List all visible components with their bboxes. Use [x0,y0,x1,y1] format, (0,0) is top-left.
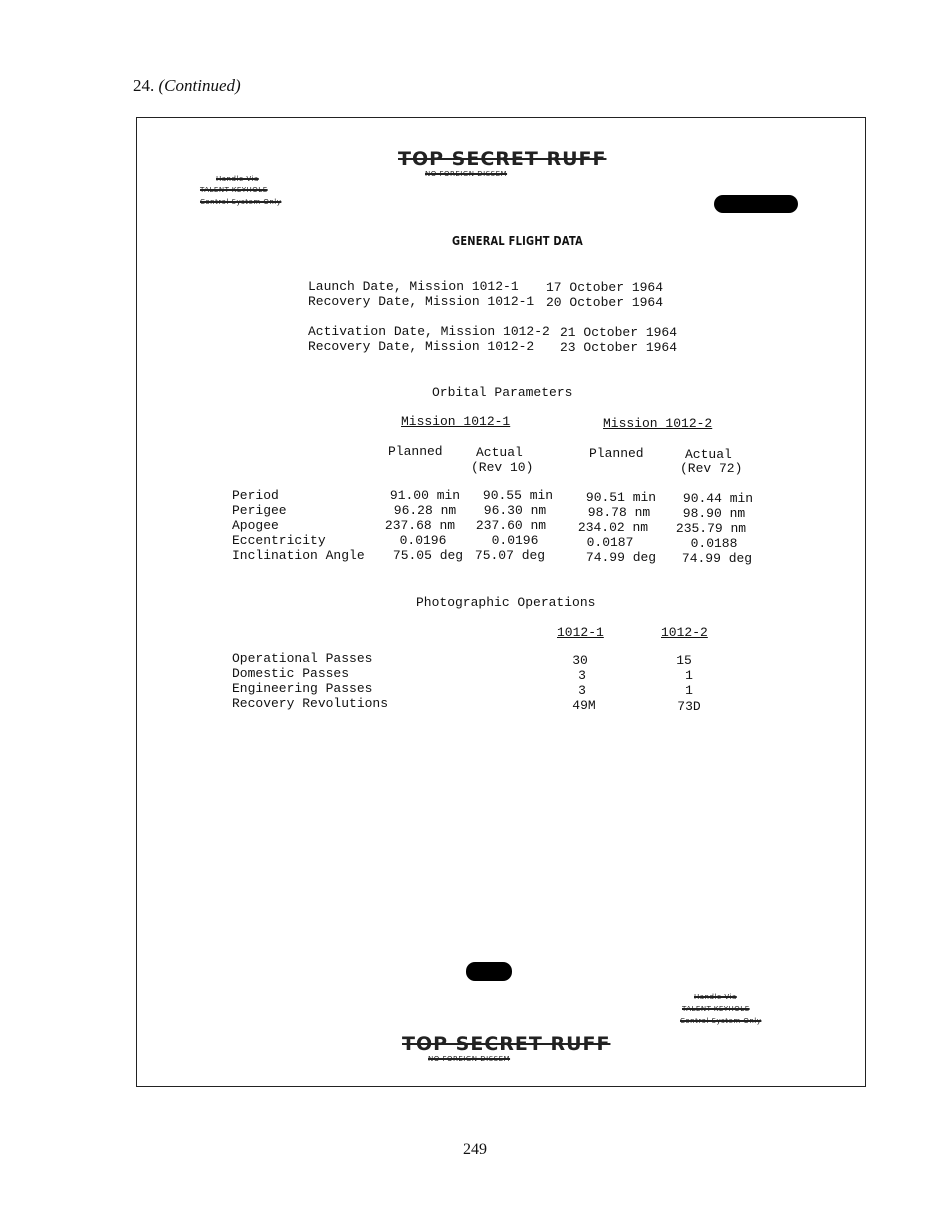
mission-1-header: Mission 1012-1 [401,414,511,429]
orbital-cell: 0.0188 [690,536,738,551]
document-title: GENERAL FLIGHT DATA [452,234,584,248]
photo-row-label: Recovery Revolutions [232,696,389,711]
orbital-cell: 98.90 nm [682,506,746,521]
orbital-cell: 90.51 min [585,490,657,505]
orbital-cell: 91.00 min [389,488,461,503]
photo-cell: 73D [677,699,701,714]
photo-cell: 1 [685,668,693,683]
orbital-cell: 75.05 deg [392,548,464,563]
date-label-4: Recovery Date, Mission 1012-2 [308,339,535,354]
date-value-4: 23 October 1964 [560,340,678,355]
photo-cell: 15 [676,653,692,668]
mission-2-header: Mission 1012-2 [603,416,713,431]
classification-top: TOP SECRET RUFF [398,148,607,170]
date-value-1: 17 October 1964 [546,280,664,295]
classification-top-sub: NO FOREIGN DISSEM [425,170,508,178]
col-subhead-rev-1: (Rev 10) [471,460,534,475]
orbital-cell: 75.07 deg [474,548,546,563]
orbital-cell: 90.44 min [682,491,754,506]
control-line-3: Control System Only [680,1017,762,1025]
section-continued-label: (Continued) [158,76,241,95]
redaction-mark [714,195,798,213]
control-line-2: TALENT-KEYHOLE [682,1005,750,1013]
control-line-1: Handle Via [694,993,737,1001]
orbital-row-label: Inclination Angle [232,548,365,563]
orbital-cell: 237.60 nm [475,518,547,533]
date-value-3: 21 October 1964 [560,325,678,340]
photo-row-label: Operational Passes [232,651,373,666]
orbital-cell: 96.30 nm [483,503,547,518]
classification-bottom-sub: NO FOREIGN DISSEM [428,1055,511,1063]
photo-cell: 49M [572,698,596,713]
photo-cell: 30 [572,653,588,668]
date-label-3: Activation Date, Mission 1012-2 [308,324,550,339]
orbital-cell: 98.78 nm [587,505,651,520]
orbital-cell: 0.0196 [491,533,539,548]
photo-col-1012-2: 1012-2 [661,625,708,640]
orbital-row-label: Period [232,488,279,503]
col-head-actual-2: Actual [685,447,732,462]
orbital-cell: 237.68 nm [384,518,456,533]
photo-heading: Photographic Operations [416,595,596,610]
control-line-1: Handle Via [216,175,259,183]
date-label-2: Recovery Date, Mission 1012-1 [308,294,535,309]
photo-cell: 3 [578,668,586,683]
col-head-planned-2: Planned [589,446,644,461]
orbital-cell: 96.28 nm [393,503,457,518]
page-number: 249 [463,1141,487,1158]
orbital-cell: 0.0196 [399,533,447,548]
photo-cell: 1 [685,683,693,698]
orbital-heading: Orbital Parameters [432,385,573,400]
col-head-actual-1: Actual [476,445,523,460]
orbital-row-label: Perigee [232,503,287,518]
photo-cell: 3 [578,683,586,698]
orbital-cell: 0.0187 [586,535,634,550]
control-line-2: TALENT-KEYHOLE [200,186,268,194]
col-subhead-rev-2: (Rev 72) [680,461,743,476]
orbital-row-label: Apogee [232,518,279,533]
section-number: 24. [133,76,155,95]
orbital-cell: 74.99 deg [585,550,657,565]
section-heading [133,76,241,96]
date-value-2: 20 October 1964 [546,295,664,310]
orbital-cell: 74.99 deg [681,551,753,566]
orbital-row-label: Eccentricity [232,533,326,548]
photo-col-1012-1: 1012-1 [557,625,604,640]
orbital-cell: 234.02 nm [577,520,649,535]
photo-row-label: Engineering Passes [232,681,373,696]
redaction-mark [466,962,512,981]
control-line-3: Control System Only [200,198,282,206]
classification-bottom: TOP SECRET RUFF [402,1033,611,1055]
photo-row-label: Domestic Passes [232,666,350,681]
orbital-cell: 90.55 min [482,488,554,503]
orbital-cell: 235.79 nm [675,521,747,536]
col-head-planned-1: Planned [388,444,443,459]
date-label-1: Launch Date, Mission 1012-1 [308,279,519,294]
